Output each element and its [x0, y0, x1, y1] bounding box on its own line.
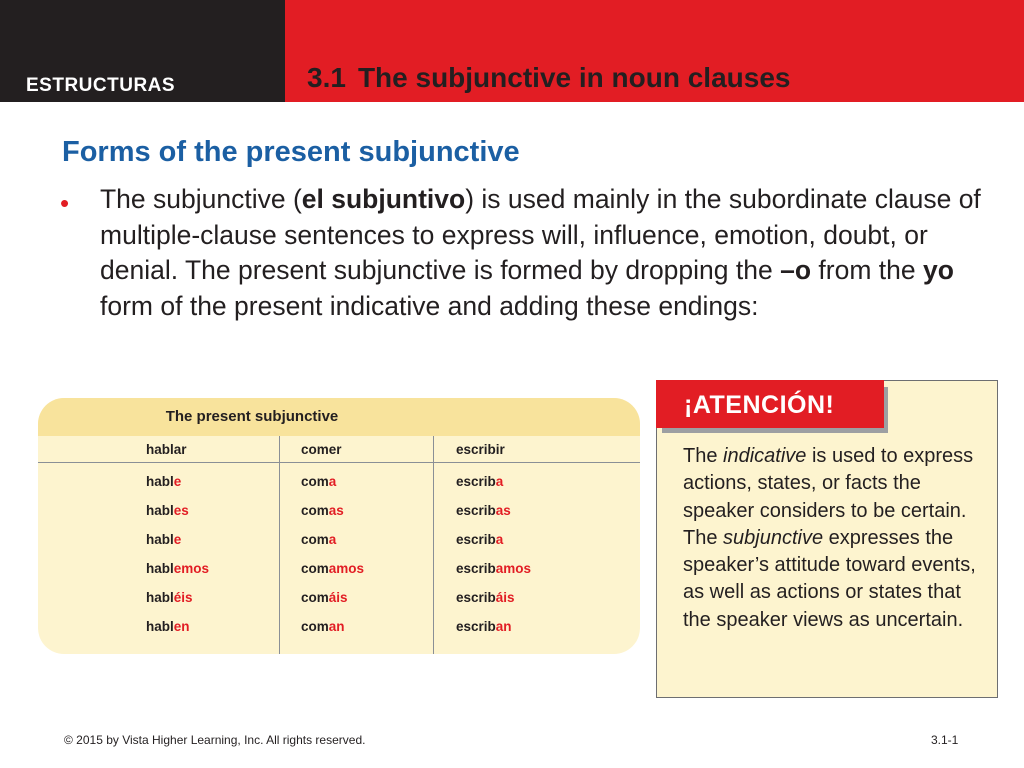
bullet-text-part: form of the present indicative and adding these endings:: [100, 290, 759, 321]
conjugation-hablar: [146, 561, 209, 576]
verb-ending: an: [495, 619, 512, 634]
conjugation-escribir: [456, 619, 512, 634]
verb-ending: as: [328, 503, 344, 518]
column-header-comer: comer: [301, 442, 342, 457]
bullet-bold-term: yo: [922, 255, 954, 285]
verb-ending: áis: [328, 590, 348, 605]
verb-ending: amos: [328, 561, 365, 576]
verb-stem: escrib: [456, 619, 496, 634]
conjugation-escribir: [456, 532, 503, 547]
conjugation-escribir: [456, 590, 515, 605]
atencion-italic-term: indicative: [723, 445, 807, 467]
slide-title: [307, 62, 790, 94]
verb-stem: escrib: [456, 474, 496, 489]
slide-title-text: The subjunctive in noun clauses: [357, 62, 791, 93]
verb-ending: a: [328, 474, 337, 489]
section-label: ESTRUCTURAS: [26, 75, 176, 96]
verb-stem: escrib: [456, 590, 496, 605]
bullet-text-part: The subjunctive (: [100, 184, 302, 214]
copyright-notice: © 2015 by Vista Higher Learning, Inc. All rights reserved.: [64, 733, 366, 747]
bullet-bold-term: –o: [780, 255, 812, 285]
atencion-label: ¡ATENCIÓN!: [684, 391, 835, 419]
verb-ending: es: [173, 503, 189, 518]
conjugation-comer: [301, 561, 364, 576]
conjugation-hablar: [146, 503, 189, 518]
verb-stem: com: [301, 619, 329, 634]
present-subjunctive-table: [38, 398, 640, 654]
verb-stem: habl: [146, 619, 174, 634]
table-title: The present subjunctive: [165, 408, 339, 425]
bullet-marker: •: [60, 188, 70, 218]
verb-stem: com: [301, 503, 329, 518]
bullet-text-part: from the: [811, 255, 923, 285]
verb-ending: e: [173, 532, 182, 547]
column-divider: [279, 436, 280, 654]
verb-stem: com: [301, 561, 329, 576]
verb-ending: an: [328, 619, 345, 634]
conjugation-escribir: [456, 561, 531, 576]
verb-stem: habl: [146, 590, 174, 605]
atencion-text-part: expresses the speaker’s attitude toward events, as well as actions or states that the speaker views as uncertain.: [683, 526, 976, 631]
verb-ending: as: [495, 503, 511, 518]
bullet-text: [100, 182, 990, 324]
verb-stem: com: [301, 590, 329, 605]
verb-stem: habl: [146, 503, 174, 518]
conjugation-hablar: [146, 474, 181, 489]
column-header-escribir: escribir: [456, 442, 505, 457]
bullet-bold-term: el subjuntivo: [301, 184, 466, 214]
column-divider: [433, 436, 434, 654]
verb-stem: habl: [146, 532, 174, 547]
verb-stem: escrib: [456, 503, 496, 518]
conjugation-escribir: [456, 503, 511, 518]
verb-stem: escrib: [456, 561, 496, 576]
bullet-text-part: ) is used mainly in the subordinate clause of multiple-clause sentences to express will, influence, emotion, doubt, or denial. The present subjunctive is formed by dropping the: [100, 184, 981, 285]
verb-stem: habl: [146, 561, 174, 576]
conjugation-comer: [301, 619, 345, 634]
conjugation-comer: [301, 503, 344, 518]
verb-ending: amos: [495, 561, 532, 576]
conjugation-hablar: [146, 619, 190, 634]
verb-stem: habl: [146, 474, 174, 489]
verb-ending: a: [495, 532, 504, 547]
atencion-text-part: The: [683, 445, 724, 467]
atencion-text-part: is used to express actions, states, or facts the speaker considers to be certain. The: [683, 445, 974, 549]
header-divider: [38, 462, 640, 463]
column-header-hablar: hablar: [146, 442, 187, 457]
verb-ending: a: [328, 532, 337, 547]
verb-ending: áis: [495, 590, 515, 605]
section-heading: Forms of the present subjunctive: [62, 136, 520, 168]
conjugation-comer: [301, 590, 348, 605]
verb-ending: en: [173, 619, 190, 634]
verb-ending: emos: [173, 561, 210, 576]
slide-number-label: 3.1: [307, 62, 346, 93]
verb-stem: com: [301, 532, 329, 547]
verb-ending: e: [173, 474, 182, 489]
slide-number: 3.1-1: [931, 733, 959, 747]
verb-stem: com: [301, 474, 329, 489]
conjugation-hablar: [146, 590, 193, 605]
conjugation-comer: [301, 474, 336, 489]
verb-stem: escrib: [456, 532, 496, 547]
atencion-text: [683, 443, 983, 634]
conjugation-escribir: [456, 474, 503, 489]
conjugation-hablar: [146, 532, 181, 547]
atencion-italic-term: subjunctive: [723, 526, 824, 549]
conjugation-comer: [301, 532, 336, 547]
verb-ending: éis: [173, 590, 193, 605]
verb-ending: a: [495, 474, 504, 489]
